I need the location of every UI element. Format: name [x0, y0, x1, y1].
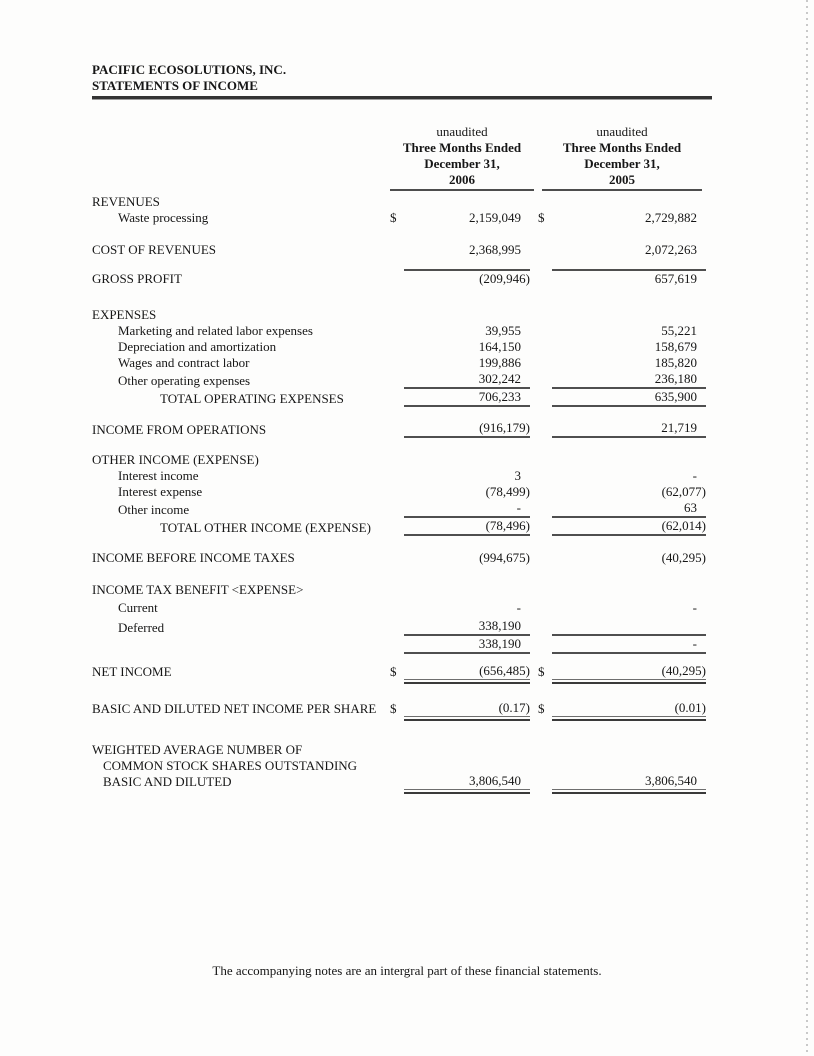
- date-label: December 31,: [424, 156, 500, 171]
- scan-edge-artifact: [806, 0, 808, 1056]
- row-revenues-header: [92, 194, 712, 210]
- row-other-operating-expenses: [92, 371, 712, 389]
- value-2006: 2,368,995: [469, 242, 521, 257]
- value-2006: 338,190: [404, 618, 530, 636]
- value-2005: 657,619: [552, 269, 706, 287]
- row-income-from-operations: [92, 420, 712, 438]
- row-other-income: [92, 500, 712, 518]
- value-2006: 3: [514, 468, 521, 483]
- value-2006: (656,485): [404, 663, 530, 680]
- value-2006: (916,179): [404, 420, 530, 438]
- row-label: INCOME BEFORE INCOME TAXES: [92, 550, 295, 565]
- column-header-row: [92, 124, 712, 191]
- row-net-income: [92, 663, 712, 680]
- value-2005: (40,295): [661, 550, 706, 565]
- value-2005: 635,900: [552, 389, 706, 407]
- row-net-income-per-share: [92, 700, 712, 717]
- row-total-tax: [92, 636, 712, 654]
- row-label: TOTAL OPERATING EXPENSES: [160, 391, 344, 406]
- row-label-line-1: WEIGHTED AVERAGE NUMBER OF: [92, 742, 303, 757]
- row-waste-processing: [92, 210, 712, 226]
- row-label: GROSS PROFIT: [92, 271, 182, 286]
- value-2006: -: [404, 500, 530, 518]
- row-depreciation-amortization: [92, 339, 712, 355]
- value-2006: (0.17): [404, 700, 530, 717]
- row-label: Interest income: [118, 468, 199, 483]
- value-2005: (40,295): [552, 663, 706, 680]
- value-2006: (78,496): [404, 518, 530, 536]
- value-2006: (78,499): [485, 484, 530, 499]
- year-label: 2006: [449, 172, 475, 187]
- dollar-sign: $: [538, 664, 545, 679]
- dollar-sign: $: [390, 701, 397, 716]
- statement-content: [92, 62, 712, 790]
- period-label: Three Months Ended: [402, 140, 522, 155]
- period-label: Three Months Ended: [562, 140, 682, 155]
- value-2006: 302,242: [404, 371, 530, 389]
- row-total-other-income-expense: [92, 518, 712, 536]
- row-label: Depreciation and amortization: [118, 339, 277, 354]
- value-2006: 164,150: [478, 339, 521, 354]
- value-2006: 338,190: [404, 636, 530, 654]
- value-2005: 185,820: [654, 355, 697, 370]
- value-2006: -: [516, 600, 521, 615]
- value-2005: 63: [552, 500, 706, 518]
- row-label: OTHER INCOME (EXPENSE): [92, 452, 259, 467]
- column-header-2005: [542, 124, 702, 191]
- row-other-income-expense-header: [92, 452, 712, 468]
- row-label: [92, 742, 390, 790]
- row-deferred-tax: [92, 618, 712, 636]
- value-2005: 158,679: [654, 339, 697, 354]
- date-label: December 31,: [584, 156, 660, 171]
- value-2005: (0.01): [552, 700, 706, 717]
- row-cost-of-revenues: [92, 242, 712, 258]
- value-2006: 2,159,049: [469, 210, 521, 225]
- unaudited-label: unaudited: [596, 124, 648, 139]
- row-wages-contract-labor: [92, 355, 712, 371]
- row-label: Waste processing: [118, 210, 209, 225]
- unaudited-label: unaudited: [436, 124, 488, 139]
- row-expenses-header: [92, 307, 712, 323]
- row-label-line-3: BASIC AND DILUTED: [103, 774, 232, 789]
- column-gap: [534, 124, 542, 191]
- row-label: Deferred: [118, 620, 165, 635]
- row-label: INCOME TAX BENEFIT <EXPENSE>: [92, 582, 304, 597]
- row-label: TOTAL OTHER INCOME (EXPENSE): [160, 520, 371, 535]
- value-2006: 3,806,540: [404, 773, 530, 790]
- value-2006: 706,233: [404, 389, 530, 407]
- value-2005: 3,806,540: [552, 773, 706, 790]
- row-gross-profit: [92, 269, 712, 287]
- row-income-tax-benefit-header: [92, 582, 712, 598]
- column-header-spacer: [92, 124, 390, 191]
- row-interest-expense: [92, 484, 712, 500]
- value-2005: 2,072,263: [645, 242, 697, 257]
- row-label: Current: [118, 600, 158, 615]
- row-weighted-average-shares: [92, 742, 712, 790]
- year-label: 2005: [609, 172, 635, 187]
- row-total-operating-expenses: [92, 389, 712, 407]
- company-name: PACIFIC ECOSOLUTIONS, INC.: [92, 62, 287, 77]
- row-label: INCOME FROM OPERATIONS: [92, 422, 267, 437]
- row-label: NET INCOME: [92, 664, 172, 679]
- row-label: COST OF REVENUES: [92, 242, 217, 257]
- value-2006: (209,946): [404, 269, 530, 287]
- value-2005: -: [692, 600, 697, 615]
- row-income-before-income-taxes: [92, 550, 712, 566]
- row-label: Interest expense: [118, 484, 203, 499]
- dollar-sign: $: [538, 701, 545, 716]
- title-rule: [92, 96, 712, 100]
- value-2005: 21,719: [552, 420, 706, 438]
- row-label: REVENUES: [92, 194, 160, 209]
- dollar-sign: $: [538, 210, 545, 225]
- value-2006: 199,886: [478, 355, 521, 370]
- value-2005: (62,077): [661, 484, 706, 499]
- row-label: Wages and contract labor: [118, 355, 250, 370]
- value-2005: (62,014): [552, 518, 706, 536]
- statement-title: STATEMENTS OF INCOME: [92, 78, 258, 93]
- dollar-sign: $: [390, 664, 397, 679]
- value-2006: 39,955: [485, 323, 521, 338]
- value-2005: 236,180: [552, 371, 706, 389]
- value-2005: -: [552, 636, 706, 654]
- value-2005: -: [692, 468, 697, 483]
- row-label: Other income: [118, 502, 190, 517]
- row-label: Marketing and related labor expenses: [118, 323, 313, 338]
- row-interest-income: [92, 468, 712, 484]
- row-current-tax: [92, 600, 712, 616]
- value-2005: 2,729,882: [645, 210, 697, 225]
- dollar-sign: $: [390, 210, 397, 225]
- value-2006: (994,675): [479, 550, 530, 565]
- row-label: Other operating expenses: [118, 373, 251, 388]
- value-2005: 55,221: [661, 323, 697, 338]
- row-label: BASIC AND DILUTED NET INCOME PER SHARE: [92, 701, 377, 716]
- row-label-line-2: COMMON STOCK SHARES OUTSTANDING: [103, 758, 358, 773]
- row-marketing-labor-expenses: [92, 323, 712, 339]
- row-label: EXPENSES: [92, 307, 157, 322]
- column-header-2006: [390, 124, 534, 191]
- footer-note: The accompanying notes are an intergral part of these financial statements.: [212, 963, 602, 978]
- value-2005: [552, 618, 706, 636]
